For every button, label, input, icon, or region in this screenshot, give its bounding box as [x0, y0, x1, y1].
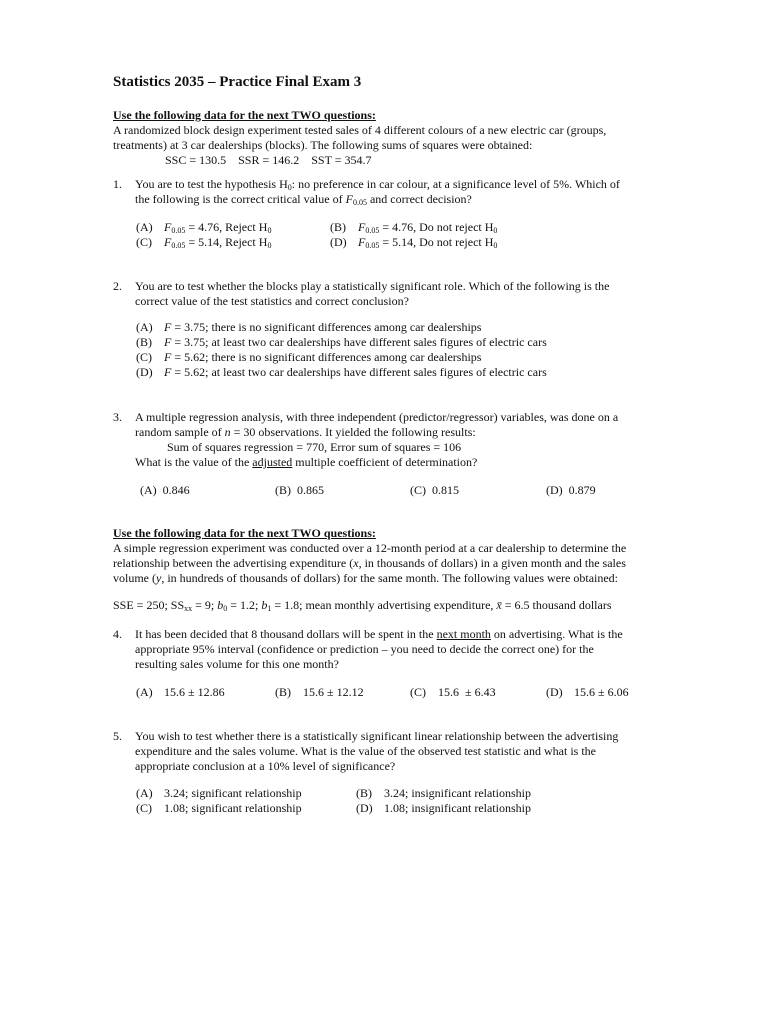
section1-sums: SSC = 130.5 SSR = 146.2 SST = 354.7 [165, 153, 372, 167]
q1-option-b[interactable]: (B) $F_{0.05} = 4.76$, Do not reject $H_0$ [330, 220, 498, 235]
q3-number: 3. [113, 410, 122, 424]
q3-option-b[interactable]: (B) 0.865 [275, 483, 324, 497]
q5-option-c[interactable]: (C) 1.08; significant relationship [136, 801, 302, 815]
q2-option-a[interactable]: (A) F = 3.75; there is no significant differences among car dealerships [136, 320, 482, 334]
q5-option-d[interactable]: (D) 1.08; insignificant relationship [356, 801, 531, 815]
q1-line2-F: F [345, 192, 353, 206]
q4-option-d[interactable]: (D) 15.6 ± 6.06 [546, 685, 629, 699]
q3-text: A multiple regression analysis, with three independent (predictor/regressor) variables, was done on a random sample of n = 30 observations. It yielded the following results: Sum of squares regression = 770, Error sum of squares = 106 What is the value of the adjusted multiple coefficient of determination? [135, 410, 619, 469]
q4-option-b[interactable]: (B) 15.6 ± 12.12 [275, 685, 364, 699]
q3-option-d[interactable]: (D) 0.879 [546, 483, 596, 497]
q1-line1-sub: 0 [287, 183, 292, 192]
q3-option-a[interactable]: (A) 0.846 [140, 483, 190, 497]
q4-option-c[interactable]: (C) 15.6 ± 6.43 [410, 685, 496, 699]
q2-option-c[interactable]: (C) F = 5.62; there is no significant differences among car dealerships [136, 350, 482, 364]
q1-line1a: You are to test the hypothesis H [135, 177, 288, 191]
q1-option-a[interactable]: (A) $F_{0.05} = 4.76$, Reject $H_0$ [136, 220, 272, 235]
q1-number: 1. [113, 177, 122, 191]
q5-option-b[interactable]: (B) 3.24; insignificant relationship [356, 786, 531, 800]
section2-values: SSE = 250; $SS_{xx} = 9$; $b_0 = 1.2$; $b_1 = 1.8$; mean monthly advertising expenditure, x̄ = 6.5 thousand dollars [113, 598, 612, 613]
section1-line1: A randomized block design experiment tested sales of 4 different colours of a new electric car (groups, [113, 123, 607, 137]
q1-line1b: : no preference in car colour, at a significance level of 5%. Which of [291, 177, 620, 191]
q1-line2-sub: 0.05 [352, 198, 367, 207]
section2-heading: Use the following data for the next TWO questions: [113, 526, 376, 540]
section1-heading: Use the following data for the next TWO questions: [113, 108, 376, 122]
section1-block [113, 108, 653, 168]
q1-option-c[interactable]: (C) $F_{0.05} = 5.14$, Reject $H_0$ [136, 235, 272, 250]
q1-line2b: and correct decision? [366, 192, 472, 206]
section1-line2: treatments) at 3 car dealerships (blocks). The following sums of squares were obtained: [113, 138, 533, 152]
q2-option-d[interactable]: (D) F = 5.62; at least two car dealerships have different sales figures of electric cars [136, 365, 547, 379]
q2-number: 2. [113, 279, 122, 293]
q1-text [135, 177, 650, 207]
q5-number: 5. [113, 729, 122, 743]
q3-option-c[interactable]: (C) 0.815 [410, 483, 459, 497]
section2-block: Use the following data for the next TWO questions: A simple regression experiment was conducted over a 12-month period at a car dealership to determine the relationship between the advertising expenditure (x, in thousands of dollars) in a given month and the sales volume (y, in hundreds of thousands of dollars) for the same month. The following values were obtained: [113, 526, 658, 586]
q2-option-b[interactable]: (B) F = 3.75; at least two car dealerships have different sales figures of electric cars [136, 335, 547, 349]
q4-text: It has been decided that 8 thousand dollars will be spent in the next month on advertising. What is the appropriate 95% interval (confidence or prediction – you need to decide the correct one) for the resulting sales volume for this one month? [135, 627, 623, 671]
q5-option-a[interactable]: (A) 3.24; significant relationship [136, 786, 302, 800]
q5-text: You wish to test whether there is a statistically significant linear relationship between the advertising expenditure and the sales volume. What is the value of the observed test statistic and what is the appropriate conclusion at a 10% level of significance? [135, 729, 619, 773]
q1-line2a: the following is the correct critical value of [135, 192, 346, 206]
q2-text: You are to test whether the blocks play a statistically significant role. Which of the following is the correct value of the test statistics and correct conclusion? [135, 279, 610, 308]
q4-option-a[interactable]: (A) 15.6 ± 12.86 [136, 685, 225, 699]
q4-number: 4. [113, 627, 122, 641]
q1-option-d[interactable]: (D) $F_{0.05} = 5.14$, Do not reject $H_0$ [330, 235, 498, 250]
page-title: Statistics 2035 – Practice Final Exam 3 [113, 74, 362, 90]
